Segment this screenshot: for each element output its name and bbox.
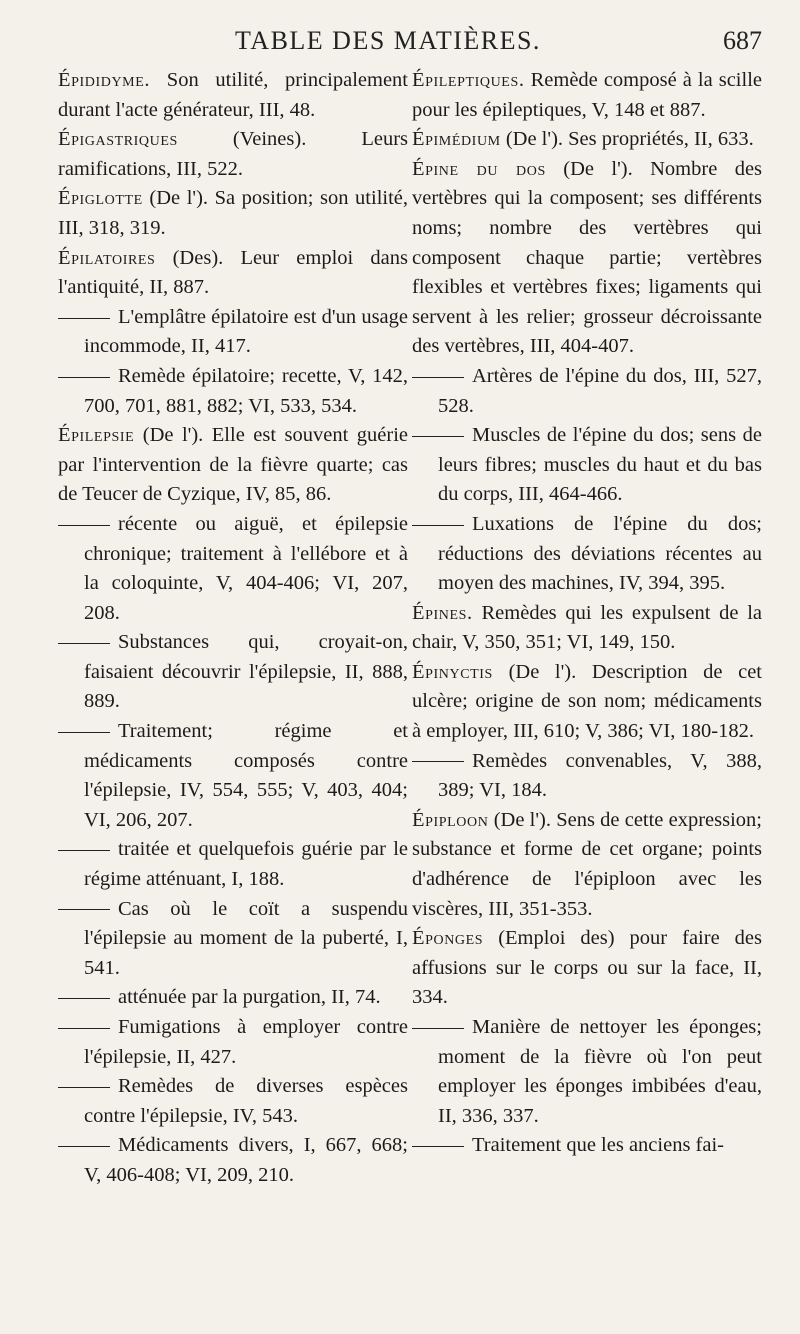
running-title: TABLE DES MATIÈRES.: [235, 26, 541, 55]
subentry-text: récente ou aiguë, et épilepsie chronique; traitement à l'ellébore et à la coloquinte, V, 404-406; VI, 207, 208.: [84, 512, 408, 624]
index-subentry: [412, 1013, 762, 1131]
subentry-text: Remèdes de diverses espèces contre l'épilepsie, IV, 543.: [84, 1075, 408, 1127]
index-subentry: [58, 362, 408, 421]
subentry-text: Traitement que les anciens fai-: [472, 1134, 724, 1157]
entry-text: (Emploi des) pour faire des affusions sur le corps ou sur la face, II, 334.: [412, 927, 763, 1009]
ditto-dash: [58, 643, 110, 644]
index-entry: [58, 66, 408, 125]
entry-heading: Épimédium: [412, 128, 501, 151]
ditto-dash: [412, 1146, 464, 1147]
subentry-text: Luxations de l'épine du dos; réductions des déviations récentes au moyen des machines, IV, 394, 395.: [438, 512, 762, 595]
ditto-dash: [58, 732, 110, 733]
index-entry: [412, 66, 762, 125]
running-head: [0, 26, 800, 60]
ditto-dash: [58, 377, 110, 378]
index-subentry: [412, 510, 762, 599]
index-subentry: [412, 362, 762, 421]
entry-text: (Veines). Leurs ramifications, III, 522.: [58, 128, 408, 180]
entry-text: (De l'). Elle est souvent guérie par l'intervention de la fièvre quarte; cas de Teucer de Cyzique, IV, 85, 86.: [58, 424, 408, 506]
ditto-dash: [58, 1087, 110, 1088]
index-subentry: [58, 1131, 408, 1190]
index-subentry: [58, 628, 408, 717]
ditto-dash: [412, 761, 464, 762]
subentry-text: L'emplâtre épilatoire est d'un usage incommode, II, 417.: [84, 305, 408, 358]
subentry-text: traitée et quelquefois guérie par le régime atténuant, I, 188.: [84, 838, 408, 891]
entry-text: (De l'). Sa position; son utilité, III, 318, 319.: [58, 187, 409, 239]
index-subentry: [58, 717, 408, 835]
index-entry: [58, 244, 408, 303]
ditto-dash: [412, 525, 464, 526]
index-subentry: [412, 747, 762, 806]
right-column: [412, 66, 762, 1161]
ditto-dash: [58, 909, 110, 910]
ditto-dash: [58, 1146, 110, 1147]
entry-text: Remède composé à la scille pour les épileptiques, V, 148 et 887.: [412, 69, 762, 121]
index-subentry: [58, 303, 408, 362]
index-subentry: [58, 1013, 408, 1072]
index-subentry: [58, 510, 408, 628]
index-entry: [412, 924, 762, 1013]
index-entry: [58, 125, 408, 184]
index-entry: [58, 184, 408, 243]
entry-heading: Épines.: [412, 601, 473, 624]
entry-heading: Épilepsie: [58, 424, 135, 447]
index-subentry: [58, 895, 408, 984]
entry-text: (De l'). Description de cet ulcère; origine de son nom; médicaments à employer, III, 610; V, 386; VI, 180-182.: [412, 660, 762, 743]
ditto-dash: [58, 1028, 110, 1029]
index-subentry: [58, 835, 408, 894]
entry-heading: Épigastriques: [58, 128, 178, 151]
subentry-text: Artères de l'épine du dos, III, 527, 528.: [438, 364, 762, 417]
ditto-dash: [412, 377, 464, 378]
index-entry: [412, 599, 762, 658]
entry-heading: Épine du dos: [412, 157, 546, 180]
index-subentry: [58, 1072, 408, 1131]
entry-text: Son utilité, principalement durant l'acte générateur, III, 48.: [58, 69, 408, 121]
subentry-text: atténuée par la purgation, II, 74.: [118, 986, 381, 1009]
subentry-text: Substances qui, croyait-on, faisaient découvrir l'épilepsie, II, 888, 889.: [84, 631, 408, 713]
entry-heading: Épileptiques.: [412, 69, 525, 91]
subentry-text: Manière de nettoyer les éponges; moment de la fièvre où l'on peut employer les éponges imbibées d'eau, II, 336, 337.: [438, 1016, 762, 1127]
entry-text: (De l'). Ses propriétés, II, 633.: [505, 128, 754, 151]
index-entry: [58, 421, 408, 510]
ditto-dash: [58, 525, 110, 526]
entry-heading: Épididyme.: [58, 69, 151, 91]
entry-heading: Éponges: [412, 927, 484, 950]
page-number: 687: [723, 26, 762, 55]
ditto-dash: [58, 850, 110, 851]
entry-heading: Épinyctis: [412, 660, 493, 683]
subentry-text: Médicaments divers, I, 667, 668; V, 406-408; VI, 209, 210.: [84, 1134, 408, 1186]
index-entry: [412, 806, 762, 924]
subentry-text: Muscles de l'épine du dos; sens de leurs fibres; muscles du haut et du bas du corps, III, 464-466.: [438, 424, 762, 506]
left-column: [58, 66, 408, 1191]
index-entry: [412, 155, 762, 362]
entry-text: (De l'). Sens de cette expression; substance et forme de cet organe; points d'adhérence de l'épiploon avec les viscères, III, 351-353.: [412, 808, 763, 920]
index-entry: [412, 125, 762, 155]
entry-heading: Épiploon: [412, 808, 489, 831]
subentry-text: Remèdes convenables, V, 388, 389; VI, 184.: [438, 749, 762, 802]
subentry-text: Fumigations à employer contre l'épilepsie, II, 427.: [84, 1016, 408, 1068]
ditto-dash: [58, 998, 110, 999]
subentry-text: Cas où le coït a suspendu l'épilepsie au moment de la puberté, I, 541.: [84, 897, 408, 979]
entry-text: (Des). Leur emploi dans l'antiquité, II, 887.: [58, 246, 408, 299]
index-subentry: [412, 1131, 762, 1161]
entry-heading: Épilatoires: [58, 246, 156, 269]
index-subentry: [412, 421, 762, 510]
entry-text: Remèdes qui les expulsent de la chair, V, 350, 351; VI, 149, 150.: [412, 601, 763, 654]
entry-text: (De l'). Nombre des vertèbres qui la composent; ses différents noms; nombre des vertèbres qui composent chaque partie; vertèbres flexibles et vertèbres fixes; ligaments qui servent à les relier; grosseur décroissante des vertèbres, III, 404-407.: [412, 157, 763, 358]
subentry-text: Traitement; régime et médicaments composés contre l'épilepsie, IV, 554, 555; V, 403, 404; VI, 206, 207.: [84, 720, 408, 831]
entry-heading: Épiglotte: [58, 187, 143, 210]
subentry-text: Remède épilatoire; recette, V, 142, 700, 701, 881, 882; VI, 533, 534.: [84, 364, 408, 417]
index-entry: [412, 658, 762, 747]
ditto-dash: [412, 1028, 464, 1029]
ditto-dash: [58, 318, 110, 319]
ditto-dash: [412, 436, 464, 437]
index-subentry: [58, 983, 408, 1013]
